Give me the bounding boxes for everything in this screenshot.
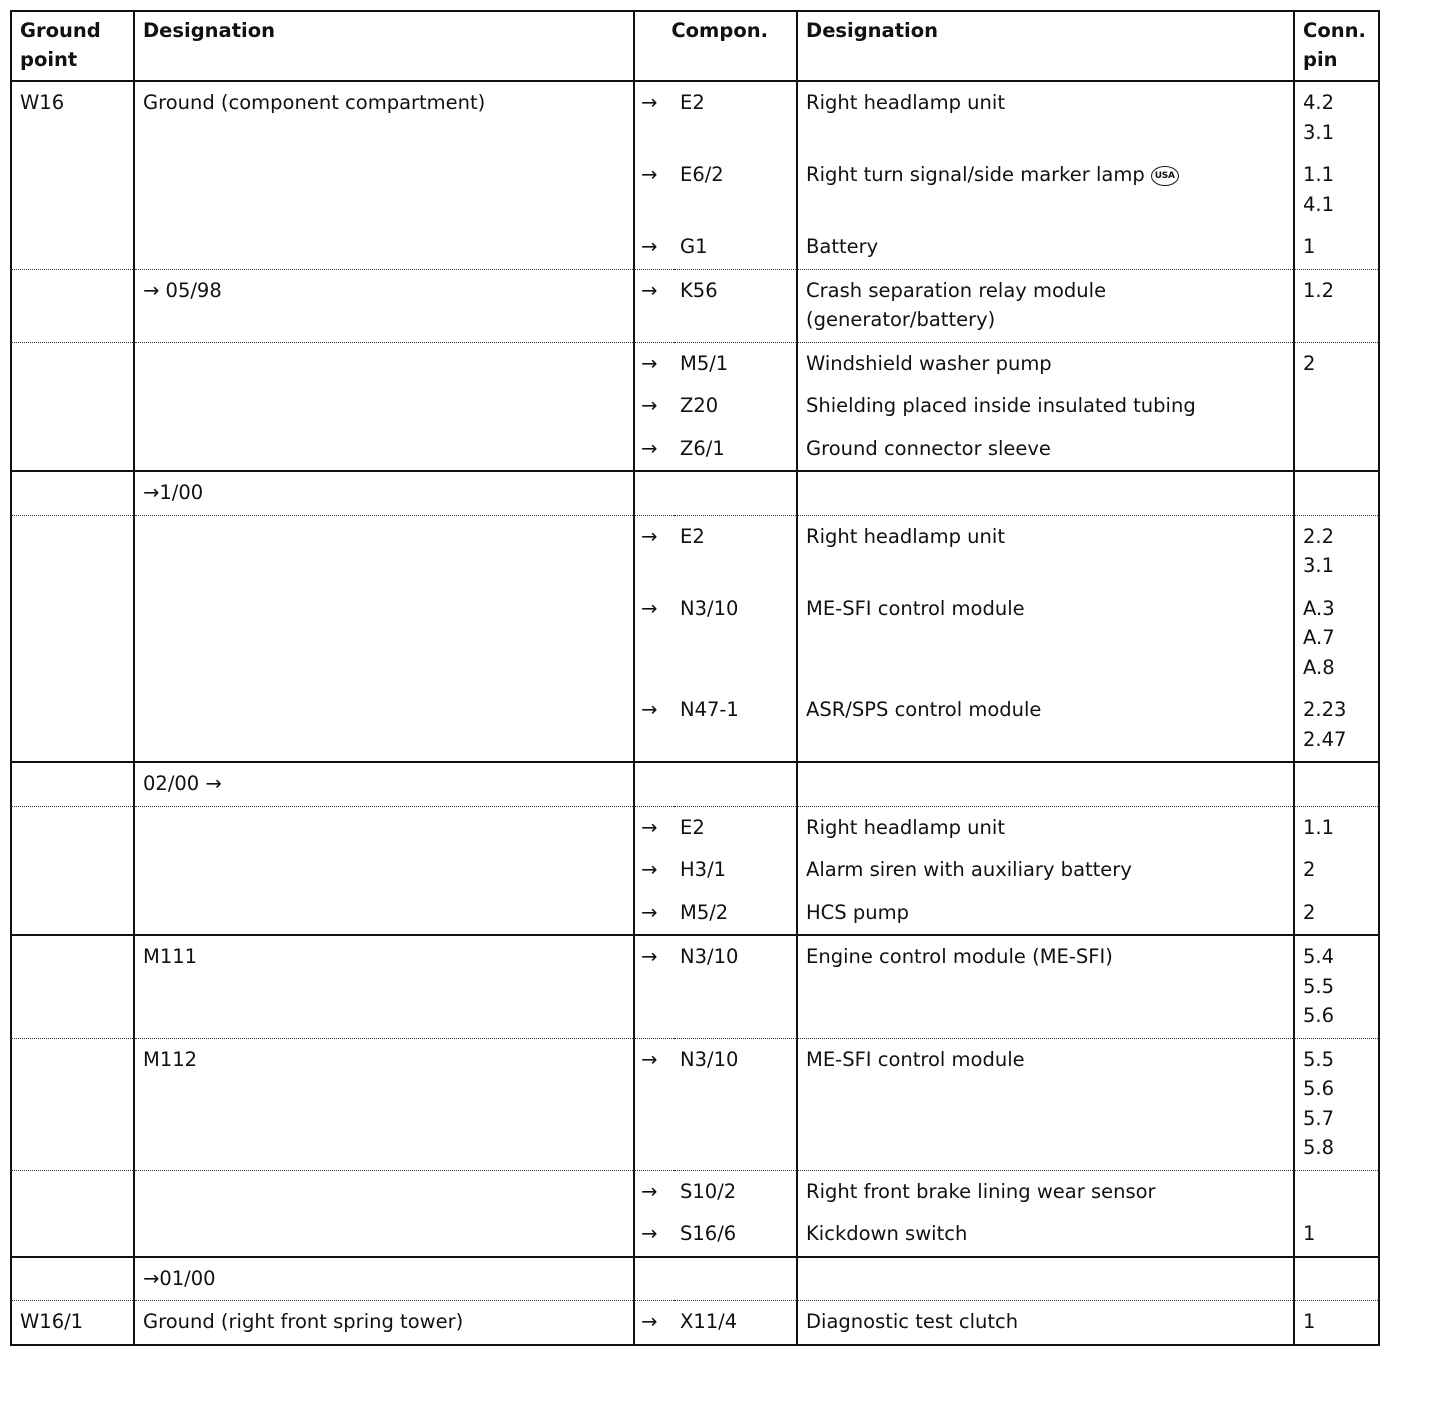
- conn-pin-value: 1: [1303, 1222, 1316, 1245]
- conn-pin-cell: [1294, 269, 1379, 342]
- ground-point-cell: [11, 428, 134, 472]
- arrow-icon: →: [634, 428, 674, 472]
- designation-cell: [134, 849, 634, 892]
- arrow-icon: →: [634, 806, 674, 849]
- component-designation-text: HCS pump: [806, 900, 909, 924]
- component-designation-cell: [797, 1257, 1294, 1301]
- conn-pin-cell: [1294, 588, 1379, 690]
- conn-pin-cell: [1294, 806, 1379, 849]
- header-component: Compon.: [634, 11, 797, 81]
- component-cell: H3/1: [674, 849, 797, 892]
- component-designation-text: ME-SFI control module: [806, 1047, 1025, 1071]
- conn-pin-value: A.3: [1303, 596, 1335, 620]
- designation-cell: [134, 588, 634, 690]
- ground-point-cell: [11, 515, 134, 588]
- component-cell: S10/2: [674, 1170, 797, 1213]
- component-designation-cell: [797, 1301, 1294, 1345]
- component-designation-cell: [797, 515, 1294, 588]
- component-designation-cell: [797, 226, 1294, 269]
- ground-point-cell: [11, 762, 134, 806]
- designation-cell: [134, 385, 634, 428]
- designation-cell: [134, 892, 634, 936]
- conn-pin-cell: [1294, 154, 1379, 226]
- component-designation-cell: [797, 269, 1294, 342]
- conn-pin-cell: [1294, 428, 1379, 472]
- component-designation-cell: [797, 762, 1294, 806]
- designation-cell: [134, 515, 634, 588]
- arrow-icon: [634, 762, 674, 806]
- conn-pin-value: 1: [1303, 1310, 1316, 1333]
- ground-point-cell: [11, 892, 134, 936]
- component-designation-cell: [797, 471, 1294, 515]
- designation-cell: [134, 1170, 634, 1213]
- header-designation-2: Designation: [797, 11, 1294, 81]
- component-cell: M5/2: [674, 892, 797, 936]
- component-designation-text: Engine control module (ME-SFI): [806, 945, 1113, 968]
- table-row: [11, 342, 1379, 385]
- ground-point-cell: W16: [11, 81, 134, 154]
- designation-cell: [134, 342, 634, 385]
- arrow-icon: →: [634, 226, 674, 269]
- conn-pin-cell: [1294, 81, 1379, 154]
- ground-point-cell: [11, 269, 134, 342]
- table-row: [11, 588, 1379, 690]
- component-cell: [674, 1257, 797, 1301]
- component-cell: [674, 471, 797, 515]
- component-cell: N3/10: [674, 588, 797, 690]
- conn-pin-value: 5.5: [1303, 974, 1335, 998]
- designation-cell: M112: [134, 1038, 634, 1170]
- header-ground-point: Ground point: [11, 11, 134, 81]
- conn-pin-cell: [1294, 849, 1379, 892]
- table-row: [11, 849, 1379, 892]
- ground-point-cell: [11, 849, 134, 892]
- table-row: [11, 269, 1379, 342]
- table-row: [11, 689, 1379, 762]
- component-designation-cell: [797, 154, 1294, 226]
- conn-pin-cell: [1294, 385, 1379, 428]
- designation-cell: →1/00: [134, 471, 634, 515]
- arrow-icon: →: [634, 1038, 674, 1170]
- conn-pin-value: 3.1: [1303, 120, 1335, 144]
- table-row: [11, 1301, 1379, 1345]
- conn-pin-value: 2: [1303, 900, 1316, 924]
- ground-point-cell: [11, 1257, 134, 1301]
- conn-pin-cell: [1294, 1170, 1379, 1213]
- designation-cell: [134, 806, 634, 849]
- conn-pin-cell: [1294, 342, 1379, 385]
- component-designation-cell: [797, 892, 1294, 936]
- component-designation-cell: [797, 1213, 1294, 1257]
- ground-point-cell: [11, 1213, 134, 1257]
- designation-cell: →01/00: [134, 1257, 634, 1301]
- ground-point-table: [10, 10, 1380, 1346]
- component-designation-text: Right turn signal/side marker lamp: [806, 163, 1145, 186]
- table-row: [11, 1257, 1379, 1301]
- arrow-icon: →: [634, 1213, 674, 1257]
- conn-pin-value: 1.2: [1303, 278, 1335, 302]
- component-cell: X11/4: [674, 1301, 797, 1345]
- designation-cell: [134, 428, 634, 472]
- arrow-icon: →: [634, 849, 674, 892]
- arrow-icon: →: [634, 935, 674, 1038]
- conn-pin-value: 4.1: [1303, 192, 1335, 216]
- component-designation-text: Diagnostic test clutch: [806, 1310, 1019, 1333]
- conn-pin-cell: [1294, 1038, 1379, 1170]
- ground-point-cell: [11, 342, 134, 385]
- designation-cell: M111: [134, 935, 634, 1038]
- arrow-icon: →: [634, 515, 674, 588]
- component-cell: N3/10: [674, 935, 797, 1038]
- conn-pin-cell: [1294, 471, 1379, 515]
- header-designation: Designation: [134, 11, 634, 81]
- component-designation-text: Windshield washer pump: [806, 351, 1052, 375]
- conn-pin-cell: [1294, 762, 1379, 806]
- conn-pin-value: 5.6: [1303, 1004, 1335, 1027]
- component-cell: Z6/1: [674, 428, 797, 472]
- component-designation-cell: [797, 81, 1294, 154]
- conn-pin-cell: [1294, 892, 1379, 936]
- component-designation-text: Crash separation relay module (generator/battery): [806, 278, 1107, 331]
- table-row: [11, 806, 1379, 849]
- arrow-icon: →: [634, 1301, 674, 1345]
- designation-cell: Ground (right front spring tower): [134, 1301, 634, 1345]
- conn-pin-cell: [1294, 1213, 1379, 1257]
- component-cell: K56: [674, 269, 797, 342]
- conn-pin-cell: [1294, 226, 1379, 269]
- arrow-icon: →: [634, 385, 674, 428]
- conn-pin-value: A.7: [1303, 626, 1335, 649]
- ground-point-cell: [11, 154, 134, 226]
- arrow-icon: [634, 1257, 674, 1301]
- component-designation-text: Right headlamp unit: [806, 524, 1005, 548]
- designation-cell: [134, 1213, 634, 1257]
- table-row: [11, 762, 1379, 806]
- table-row: [11, 1213, 1379, 1257]
- conn-pin-value: 5.5: [1303, 1047, 1335, 1071]
- component-cell: N47-1: [674, 689, 797, 762]
- component-designation-text: Right headlamp unit: [806, 91, 1005, 114]
- component-designation-cell: [797, 806, 1294, 849]
- component-designation-cell: [797, 428, 1294, 472]
- component-designation-cell: [797, 342, 1294, 385]
- table-row: [11, 1170, 1379, 1213]
- ground-point-cell: [11, 471, 134, 515]
- component-cell: Z20: [674, 385, 797, 428]
- component-cell: E2: [674, 81, 797, 154]
- conn-pin-value: 2: [1303, 351, 1316, 375]
- designation-cell: [134, 154, 634, 226]
- arrow-icon: →: [634, 269, 674, 342]
- component-designation-text: ASR/SPS control module: [806, 698, 1042, 721]
- component-designation-cell: [797, 1038, 1294, 1170]
- arrow-icon: →: [634, 154, 674, 226]
- conn-pin-cell: [1294, 935, 1379, 1038]
- conn-pin-value: 2.47: [1303, 727, 1347, 751]
- designation-cell: → 05/98: [134, 269, 634, 342]
- usa-badge-icon: USA: [1151, 166, 1179, 186]
- header-conn-pin: Conn. pin: [1294, 11, 1379, 81]
- table-row: [11, 226, 1379, 269]
- component-designation-cell: [797, 849, 1294, 892]
- component-designation-cell: [797, 1170, 1294, 1213]
- designation-cell: Ground (component compartment): [134, 81, 634, 154]
- conn-pin-value: 5.6: [1303, 1077, 1335, 1100]
- ground-point-cell: [11, 689, 134, 762]
- conn-pin-value: 5.8: [1303, 1136, 1335, 1159]
- conn-pin-cell: [1294, 1257, 1379, 1301]
- component-designation-text: Right headlamp unit: [806, 815, 1005, 839]
- component-cell: E2: [674, 806, 797, 849]
- conn-pin-cell: [1294, 1301, 1379, 1345]
- component-designation-cell: [797, 588, 1294, 690]
- component-designation-text: ME-SFI control module: [806, 596, 1025, 620]
- component-designation-text: Ground connector sleeve: [806, 436, 1051, 460]
- arrow-icon: →: [634, 689, 674, 762]
- table-row: [11, 428, 1379, 472]
- table-row: [11, 1038, 1379, 1170]
- component-cell: S16/6: [674, 1213, 797, 1257]
- designation-cell: [134, 689, 634, 762]
- conn-pin-value: 2.2: [1303, 524, 1335, 548]
- component-designation-text: Alarm siren with auxiliary battery: [806, 858, 1132, 881]
- conn-pin-value: 2: [1303, 858, 1316, 881]
- component-cell: N3/10: [674, 1038, 797, 1170]
- ground-point-cell: W16/1: [11, 1301, 134, 1345]
- designation-cell: [134, 226, 634, 269]
- conn-pin-cell: [1294, 689, 1379, 762]
- arrow-icon: →: [634, 1170, 674, 1213]
- arrow-icon: →: [634, 892, 674, 936]
- table-row: [11, 385, 1379, 428]
- component-designation-cell: [797, 689, 1294, 762]
- table-row: [11, 935, 1379, 1038]
- ground-point-cell: [11, 588, 134, 690]
- conn-pin-value: 5.7: [1303, 1106, 1335, 1130]
- arrow-icon: →: [634, 342, 674, 385]
- ground-point-cell: [11, 385, 134, 428]
- table-row: [11, 892, 1379, 936]
- conn-pin-value: 1.1: [1303, 815, 1335, 839]
- component-cell: G1: [674, 226, 797, 269]
- component-designation-cell: [797, 385, 1294, 428]
- component-cell: [674, 762, 797, 806]
- arrow-icon: →: [634, 588, 674, 690]
- designation-cell: 02/00 →: [134, 762, 634, 806]
- table-row: [11, 154, 1379, 226]
- ground-point-cell: [11, 1170, 134, 1213]
- conn-pin-value: 3.1: [1303, 554, 1335, 577]
- component-designation-text: Right front brake lining wear sensor: [806, 1179, 1156, 1203]
- arrow-icon: [634, 471, 674, 515]
- table-header-row: [11, 11, 1379, 81]
- table-body: [11, 81, 1379, 1345]
- component-cell: E2: [674, 515, 797, 588]
- table-row: [11, 471, 1379, 515]
- component-designation-text: Battery: [806, 235, 879, 258]
- ground-point-cell: [11, 806, 134, 849]
- table-row: [11, 81, 1379, 154]
- conn-pin-value: 2.23: [1303, 698, 1347, 721]
- conn-pin-cell: [1294, 515, 1379, 588]
- component-cell: M5/1: [674, 342, 797, 385]
- conn-pin-value: A.8: [1303, 655, 1335, 679]
- component-designation-cell: [797, 935, 1294, 1038]
- arrow-icon: →: [634, 81, 674, 154]
- conn-pin-value: 1.1: [1303, 163, 1335, 186]
- ground-point-cell: [11, 1038, 134, 1170]
- component-cell: E6/2: [674, 154, 797, 226]
- table-row: [11, 515, 1379, 588]
- conn-pin-value: 1: [1303, 235, 1316, 258]
- component-designation-text: Shielding placed inside insulated tubing: [806, 394, 1196, 417]
- ground-point-cell: [11, 226, 134, 269]
- component-designation-text: Kickdown switch: [806, 1222, 968, 1245]
- conn-pin-value: 4.2: [1303, 91, 1335, 114]
- conn-pin-value: 5.4: [1303, 945, 1335, 968]
- ground-point-cell: [11, 935, 134, 1038]
